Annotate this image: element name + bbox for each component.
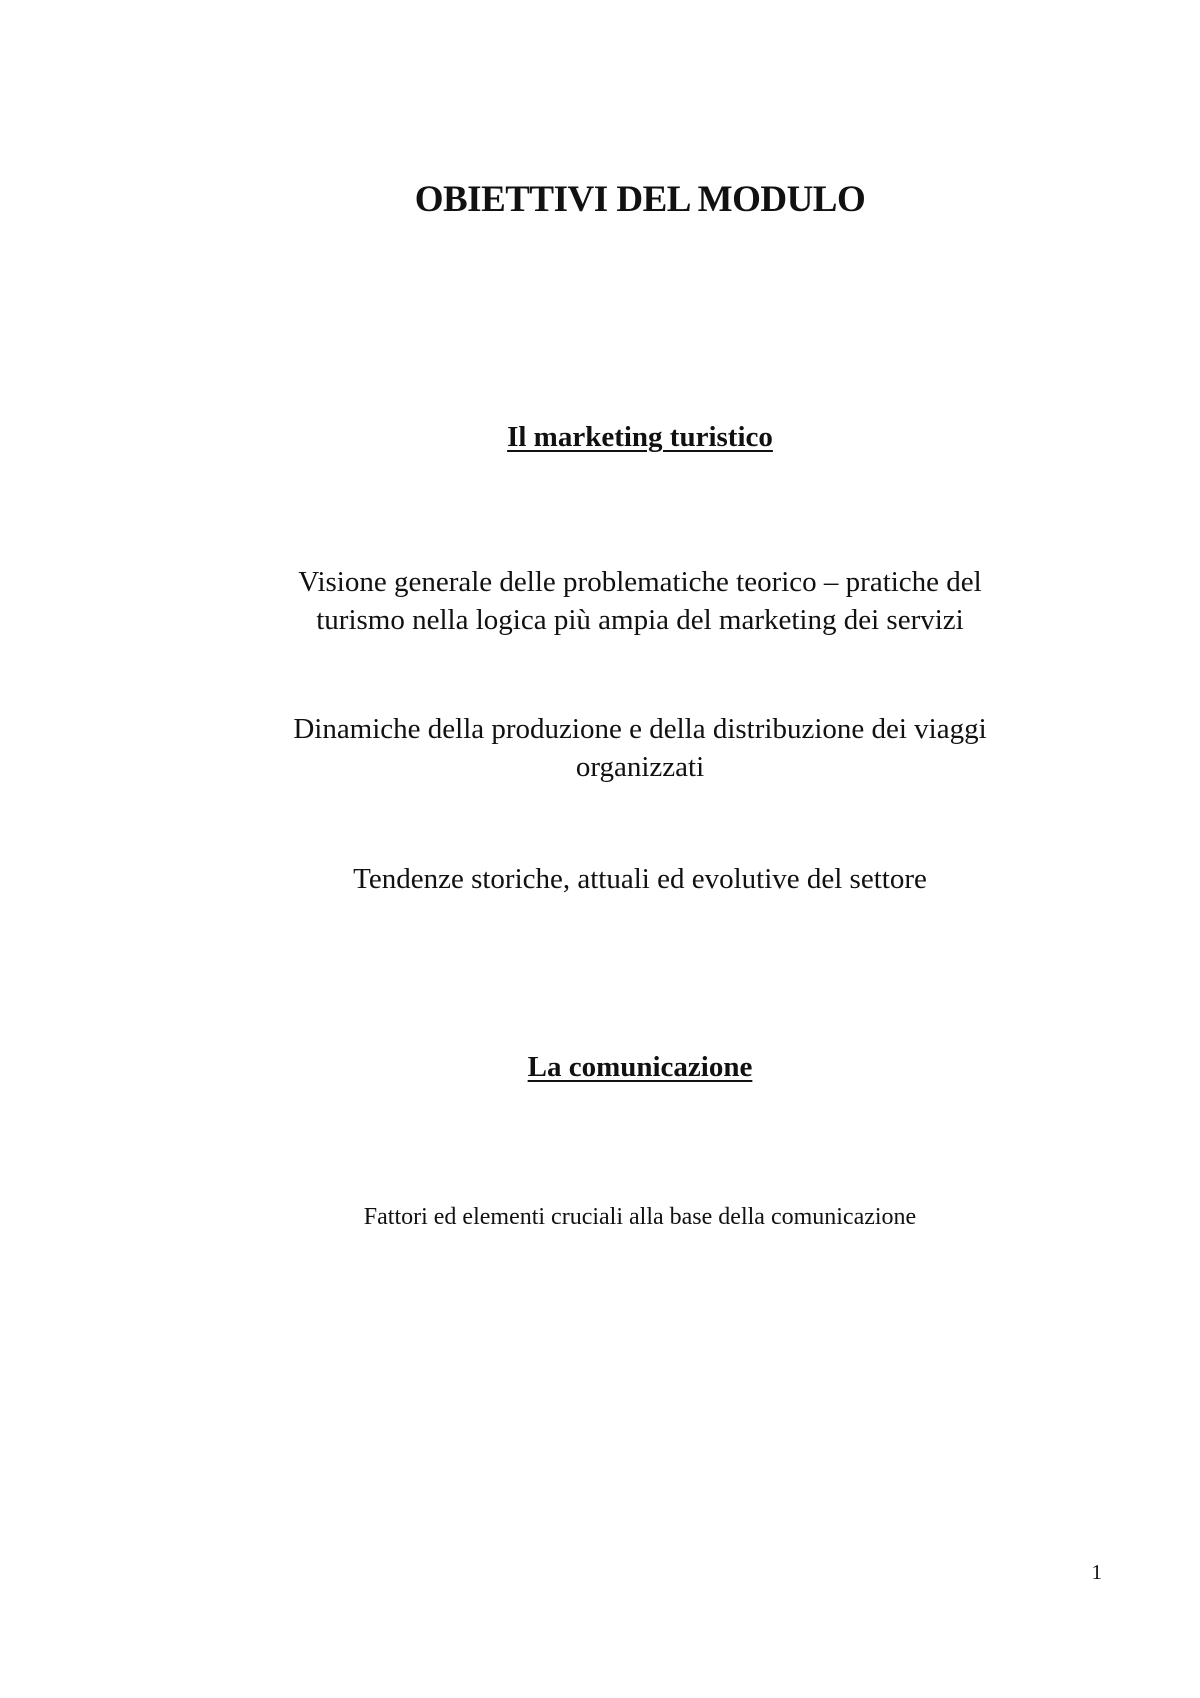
text-line: Visione generale delle problematiche teorico – pratiche del	[298, 566, 982, 598]
paragraph-dinamiche-produzione	[0, 710, 1200, 786]
section-heading-comunicazione: La comunicazione	[527, 1051, 753, 1083]
document-title: OBIETTIVI DEL MODULO	[414, 179, 866, 220]
section-heading-marketing-turistico: Il marketing turistico	[507, 421, 773, 453]
paragraph-visione-generale	[0, 563, 1200, 639]
text-line: Dinamiche della produzione e della distribuzione dei viaggi	[293, 713, 987, 745]
paragraph-tendenze-storiche	[0, 860, 1200, 898]
paragraph-fattori-elementi	[0, 1202, 1200, 1232]
text-line: Fattori ed elementi cruciali alla base della comunicazione	[363, 1204, 917, 1230]
text-line: turismo nella logica più ampia del marketing dei servizi	[316, 604, 964, 636]
text-line: organizzati	[575, 751, 705, 783]
text-line: Tendenze storiche, attuali ed evolutive del settore	[353, 863, 927, 895]
page-number: 1	[1091, 1560, 1102, 1584]
